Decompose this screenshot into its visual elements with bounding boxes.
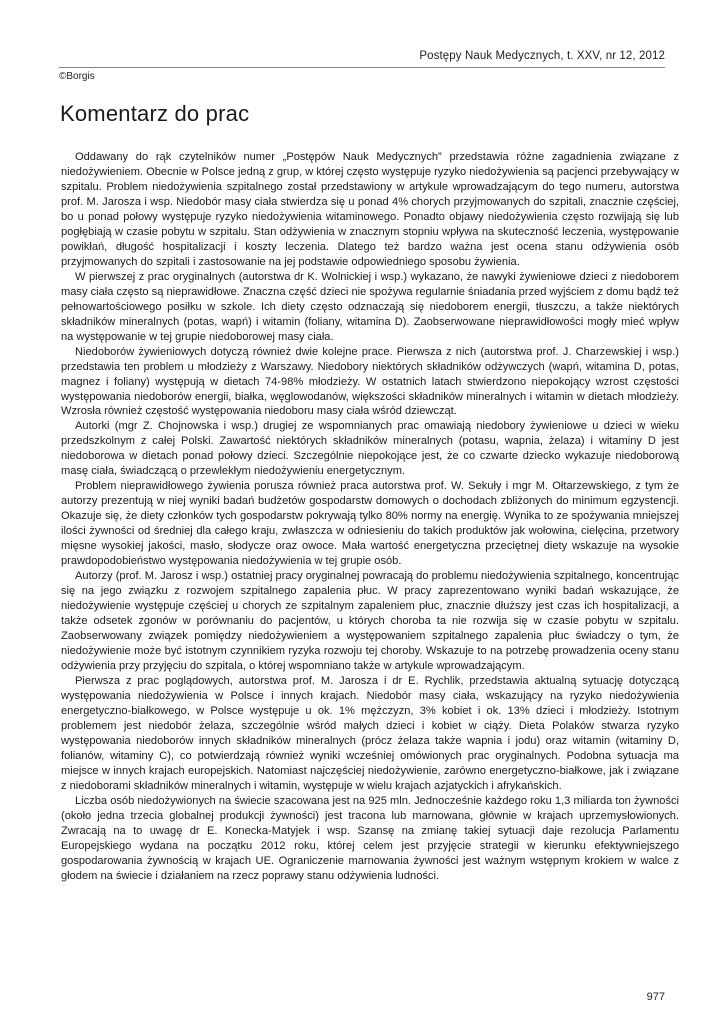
article-title: Komentarz do prac (60, 101, 250, 126)
paragraph: Problem nieprawidłowego żywienia porusza również praca autorstwa prof. W. Sekuły i mgr M. Ołtarzewskiego, z tym że autorzy prezentują w niej wyniki badań budżetów gospodarstw domowych o dochodach zbliżonych do minimum egzystencji. Okazuje się, że diety członków tych gospodarstw pokrywają tylko 80% normy na energię. Wynika to ze spożywania mniejszej ilości żywności od średniej dla całego kraju, zwłaszcza w odniesieniu do takich produktów jak wołowina, cielęcina, przetwory mięsne wysokiej jakości, masło, słodycze oraz owoce. Mała wartość energetyczna przeciętnej diety wskazuje na wysokie prawdopodobieństwo występowania niedożywienia w tej grupie osób. (61, 480, 679, 568)
page-number: 977 (646, 991, 665, 1003)
publisher-mark: ©Borgis (59, 71, 95, 82)
journal-citation: Postępy Nauk Medycznych, t. XXV, nr 12, 2012 (419, 50, 665, 62)
paragraph: Autorzy (prof. M. Jarosz i wsp.) ostatniej pracy oryginalnej powracają do problemu niedożywienia szpitalnego, koncentrując się na jego związku z rozwojem szpitalnego zapalenia płuc. W pracy zaprezentowano wyniki badań wskazujące, że niedożywienie występuje częściej u chorych ze szpitalnym zapaleniem płuc, znacznie dłuższy jest czas ich hospitalizacji, a także odsetek zgonów w porównaniu do pacjentów, u których choroba ta nie rozwija się w czasie pobytu w szpitalu. Zaobserwowany związek pomiędzy niedożywieniem a występowaniem szpitalnego zapalenia płuc świadczy o tym, że niedożywienie może być istotnym czynnikiem ryzyka rozwoju tej choroby. Wskazuje to na potrzebę prowadzenia oceny stanu odżywienia przy przyjęciu do szpitala, o której wspomniano także w artykule wprowadzającym. (61, 570, 679, 672)
paragraph: Pierwsza z prac poglądowych, autorstwa prof. M. Jarosza i dr E. Rychlik, przedstawia aktualną sytuację dotyczącą występowania niedożywienia w Polsce i innych krajach. Niedobór masy ciała, wskazujący na ryzyko niedożywienia energetyczno-białkowego, w Polsce występuje u ok. 1% mężczyzn, 3% kobiet i ok. 13% dzieci i młodzieży. Istotnym problemem jest niedobór żelaza, szczególnie wśród małych dzieci i kobiet w ciąży. Dieta Polaków stwarza ryzyko występowania niedoborów innych składników mineralnych (prócz żelaza także wapnia i jodu) oraz witamin (witaminy D, folianów, witaminy C), co potwierdzają również wyniki wcześniej omówionych prac oryginalnych. Podobna sytuacja ma miejsce w innych krajach europejskich. Natomiast najczęściej niedożywienie, zarówno energetyczno-białkowe, jak i związane z niedoborami składników mineralnych i witamin, występuje w wielu krajach azjatyckich i afrykańskich. (61, 674, 679, 792)
paragraph: Oddawany do rąk czytelników numer „Postępów Nauk Medycznych” przedstawia różne zagadnienia związane z niedożywieniem. Obecnie w Polsce jedną z grup, w której często występuje ryzyko niedożywienia są pacjenci przebywający w szpitalu. Problem niedożywienia szpitalnego został przedstawiony w artykule wprowadzającym do tego numeru, autorstwa prof. M. Jarosza i wsp. Niedobór masy ciała stwierdza się u ponad 4% chorych przyjmowanych do szpitali, znacznie częściej, bo u ponad połowy występuje ryzyko niedożywienia witaminowego. Ponadto objawy niedożywienia często rozwijają się lub pogłębiają w czasie pobytu w szpitalu. Stan odżywienia w znacznym stopniu wpływa na skuteczność leczenia, występowanie powikłań, długość hospitalizacji i koszty leczenia. Dlatego też bardzo ważna jest ocena stanu odżywienia osób przyjmowanych do szpitali i zastosowanie na jej podstawie odpowiedniego sposobu żywienia. (61, 151, 679, 268)
paragraph: W pierwszej z prac oryginalnych (autorstwa dr K. Wolnickiej i wsp.) wykazano, że nawyki żywieniowe dzieci z niedoborem masy ciała często są nieprawidłowe. Znaczna część dzieci nie spożywa regularnie śniadania przed wyjściem z domu bądź też pełnowartościowego posiłku w szkole. Ich diety często odznaczają się niedoborem energii, tłuszczu, a także niektórych składników mineralnych (potas, wapń) i witamin (foliany, witamina D). Zaobserwowane nieprawidłowości mogły mieć wpływ na występowanie w tej grupie niedoborowej masy ciała. (61, 270, 679, 343)
paragraph: Niedoborów żywieniowych dotyczą również dwie kolejne prace. Pierwsza z nich (autorstwa prof. J. Charzewskiej i wsp.) przedstawia ten problem u młodzieży z Warszawy. Niedobory niektórych składników odżywczych (wapń, witamina D, potas, magnez i foliany) występują w dietach 74-98% młodzieży. W ostatnich latach stwierdzono niepokojący wzrost częstości występowania niedoborów energii, białka, węglowodanów, większości składników mineralnych i witamin w dietach młodzieży. Wzrosła również częstość występowania niedoboru masy ciała wśród dziewcząt. (61, 345, 679, 418)
paragraph: Autorki (mgr Z. Chojnowska i wsp.) drugiej ze wspomnianych prac omawiają niedobory żywieniowe u dzieci w wieku przedszkolnym z całej Polski. Zawartość niektórych składników mineralnych (potasu, wapnia, żelaza) i witaminy D jest niedoborowa w dietach ponad połowy dzieci. Szczególnie niepokojące jest, że co czwarte dziecko wykazuje niedoborową masę ciała, świadczącą o przewlekłym niedożywieniu energetycznym. (61, 420, 679, 478)
header-divider (59, 67, 665, 68)
paragraph: Liczba osób niedożywionych na świecie szacowana jest na 925 mln. Jednocześnie każdego roku 1,3 miliarda ton żywności (około jedna trzecia globalnej produkcji żywności) jest tracona lub marnowana, głównie w krajach uprzemysłowionych. Zwracają na to uwagę dr E. Konecka-Matyjek i wsp. Szansę na zmianę takiej sytuacji daje rezolucja Parlamentu Europejskiego wydana na początku 2012 roku, której celem jest przyjęcie strategii w kierunku efektywniejszego gospodarowania żywnością w krajach UE. Ograniczenie marnowania żywności jest ważnym wstępnym krokiem w walce z głodem na świecie i działaniem na rzecz poprawy stanu odżywienia ludności. (61, 794, 679, 882)
article-body (61, 150, 679, 883)
